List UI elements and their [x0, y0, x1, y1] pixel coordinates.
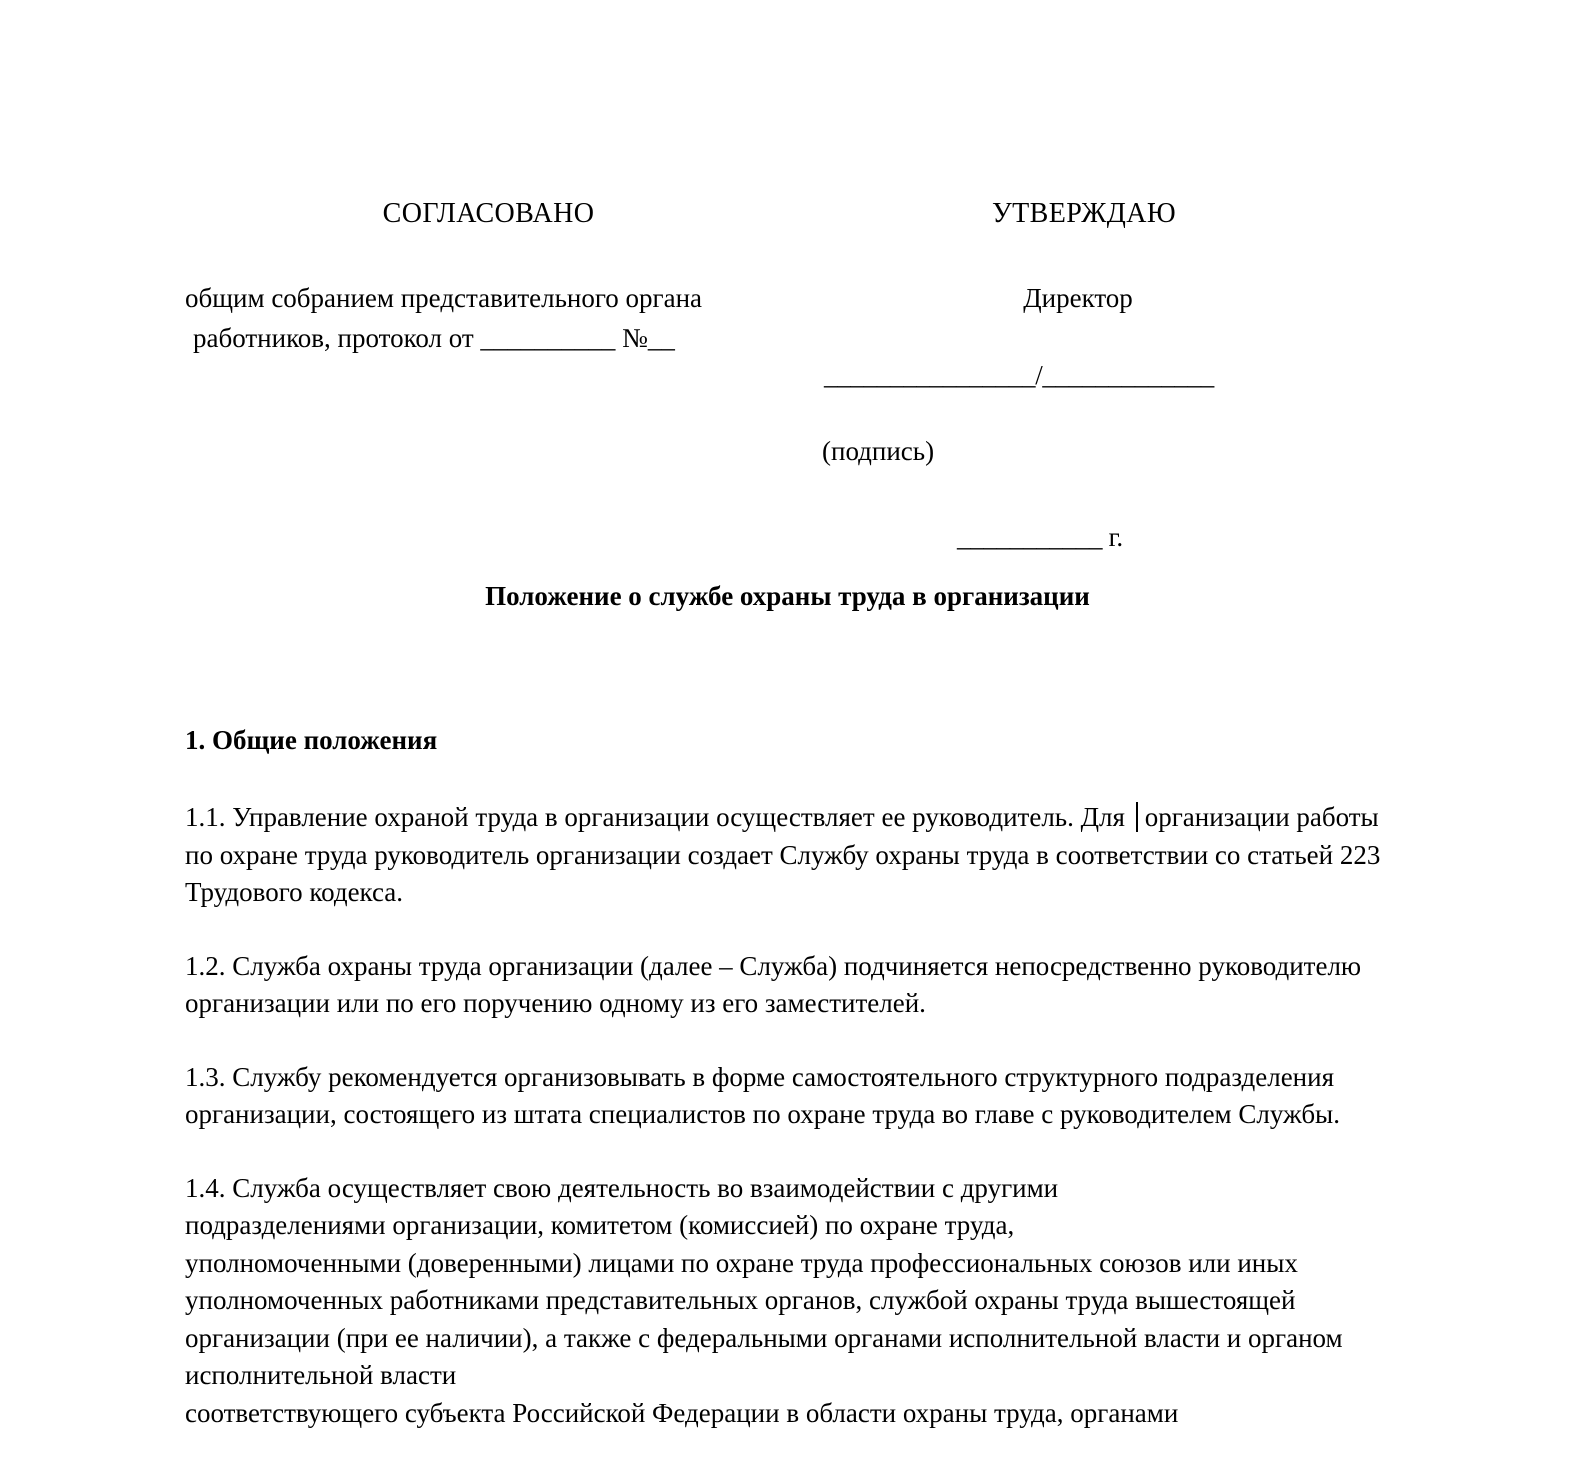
page-title: Положение о службе охраны труда в организации — [485, 581, 1090, 611]
paragraph-1-1-text-after-caret: организации работы по охране труда руководитель организации создает Службу охраны труда в соответствии со статьей 223 Трудового кодекса. — [185, 802, 1381, 907]
approval-heading-row — [185, 196, 1390, 232]
text-cursor-caret — [1136, 802, 1138, 832]
paragraph-1-2[interactable]: 1.2. Служба охраны труда организации (далее – Служба) подчиняется непосредственно руководителю организации или по его поручению одному из его заместителей. — [185, 950, 1362, 1018]
director-title: Директор — [1023, 283, 1133, 313]
general-meeting-line: общим собранием представительного органа — [185, 283, 703, 313]
approval-details-row — [185, 232, 1390, 556]
utverzhdayu-heading: УТВЕРЖДАЮ — [991, 198, 1177, 229]
date-blank-line[interactable]: ___________ г. — [957, 522, 1123, 552]
approval-left-column — [185, 196, 800, 232]
paragraph-1-4-line-2: подразделениями организации, комитетом (комиссией) по охране труда, — [185, 1210, 1015, 1240]
approval-right-details — [800, 232, 1390, 556]
paragraph-1-4-line-3: уполномоченными (доверенными) лицами по охране труда профессиональных союзов или иных уполномоченных работниками представительных органов, службой охраны труда вышестоящей организации (при ее наличии), а также с федеральными органами исполнительной власти и органом исполнительной власти — [185, 1247, 1343, 1390]
paragraph-1-1[interactable] — [185, 799, 1390, 912]
paragraph-1-4-line-4: соответствующего субъекта Российской Федерации в области охраны труда, органами — [185, 1397, 1179, 1428]
paragraph-1-3[interactable]: 1.3. Службу рекомендуется организовывать в форме самостоятельного структурного подразделения организации, состоящего из штата специалистов по охране труда во главе с руководителем Службы. — [185, 1061, 1340, 1129]
soglasovano-heading: СОГЛАСОВАНО — [382, 198, 595, 229]
protocol-number-line[interactable]: работников, протокол от __________ №__ — [193, 323, 675, 353]
paragraph-1-1-text-before-caret: 1.1. Управление охраной труда в организации осуществляет ее руководитель. Для — [185, 802, 1125, 832]
paragraph-1-4[interactable] — [185, 1170, 1390, 1433]
signature-caption-label: (подпись) — [822, 436, 935, 466]
document-body — [185, 722, 1390, 1432]
approval-header-block — [185, 196, 1390, 556]
approval-right-column — [800, 196, 1390, 232]
paragraph-1-4-line-1: 1.4. Служба осуществляет свою деятельность во взаимодействии с другими — [185, 1172, 1059, 1203]
approval-left-details — [185, 232, 800, 358]
signature-blank-line[interactable]: ________________/_____________ — [824, 360, 1215, 390]
section-heading-general-provisions: 1. Общие положения — [185, 725, 438, 755]
